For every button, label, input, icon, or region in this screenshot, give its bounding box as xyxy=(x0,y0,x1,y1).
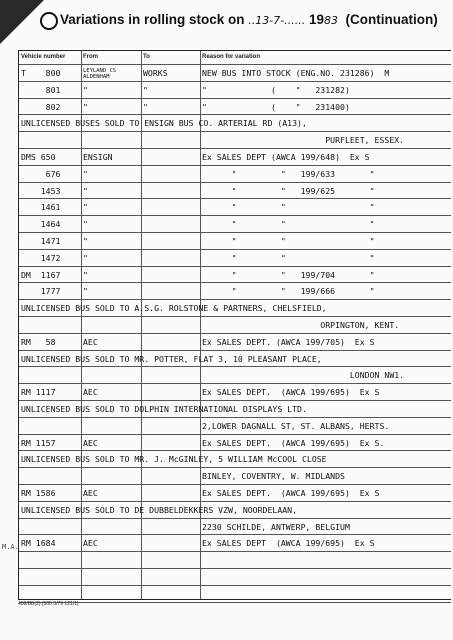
vehicle-number-cell: RM 1684 xyxy=(21,538,56,549)
vehicle-number-cell: 1464 xyxy=(21,219,61,230)
table-rule xyxy=(19,551,451,552)
to-cell: " xyxy=(143,84,148,95)
title-year-prefix: 19 xyxy=(308,12,325,27)
table-rule xyxy=(19,602,451,603)
reason-cell: " ( " 231282) xyxy=(202,84,350,95)
title-year: 83 xyxy=(324,14,339,27)
from-cell: AEC xyxy=(83,336,98,347)
reason-cell: " ( " 231400) xyxy=(202,101,350,112)
reason-cell: Ex SALES DEPT. (AWCA 199/695) Ex S xyxy=(202,488,380,498)
table-rule xyxy=(19,501,451,502)
table-rule xyxy=(19,518,451,519)
from-cell: " xyxy=(83,269,88,280)
table-rule xyxy=(19,484,451,485)
table-rule xyxy=(19,383,451,384)
table-rule xyxy=(19,534,451,535)
vehicle-number-cell: DM 1167 xyxy=(21,269,61,280)
from-cell: LEYLAND CS ALDENHAM xyxy=(83,68,117,80)
vehicle-number-cell: 1471 xyxy=(21,236,61,246)
page-title xyxy=(60,12,438,27)
table-rule xyxy=(19,568,451,569)
table-rule xyxy=(19,165,451,166)
vehicle-number-cell: T 800 xyxy=(21,68,61,78)
column-rule xyxy=(81,51,82,599)
reason-cell: " " 199/704 " xyxy=(202,269,375,280)
col-header-reason: Reason for variation xyxy=(202,54,261,60)
table-rule xyxy=(19,114,451,115)
reason-cell: " " " xyxy=(202,236,375,246)
from-cell: AEC xyxy=(83,437,98,448)
column-rule xyxy=(200,51,201,599)
vehicle-number-cell: RM 1117 xyxy=(21,387,56,398)
table-rule xyxy=(19,333,451,334)
sale-note-cell: UNLICENSED BUS SOLD TO MR. POTTER, FLAT 3, 10 PLEASANT PLACE, xyxy=(21,353,322,364)
from-cell: AEC xyxy=(83,488,98,498)
reason-cell: " " " xyxy=(202,202,375,213)
table-rule xyxy=(19,64,451,65)
table-rule xyxy=(19,249,451,250)
table-rule xyxy=(19,299,451,300)
vehicle-number-cell: 1461 xyxy=(21,202,61,213)
roundel-icon xyxy=(40,12,58,30)
reason-cell: " " 199/625 " xyxy=(202,185,375,196)
vehicle-number-cell: 676 xyxy=(21,168,61,179)
reason-cell: Ex SALES DEPT. (AWCA 199/705) Ex S xyxy=(202,336,375,347)
table-rule xyxy=(19,81,451,82)
from-cell: " xyxy=(83,185,88,196)
vehicle-number-cell: DMS 650 xyxy=(21,152,56,162)
table-rule xyxy=(19,316,451,317)
from-cell: " xyxy=(83,84,88,95)
table-rule xyxy=(19,215,451,216)
reason-cell: Ex SALES DEPT (AWCA 199/648) Ex S xyxy=(202,152,370,162)
from-cell: AEC xyxy=(83,538,98,549)
reason-cell: " " 199/633 " xyxy=(202,168,375,179)
table-rule xyxy=(19,467,451,468)
col-header-vehicle: Vehicle number xyxy=(21,54,66,60)
to-cell: WORKS xyxy=(143,68,168,78)
table-rule xyxy=(19,585,451,586)
from-cell: " xyxy=(83,252,88,263)
reason-cell: " " " xyxy=(202,219,375,230)
from-cell: AEC xyxy=(83,387,98,398)
vehicle-number-cell: RM 1157 xyxy=(21,437,56,448)
reason-cell: NEW BUS INTO STOCK (ENG.NO. 231286) M xyxy=(202,68,390,78)
from-cell: " xyxy=(83,236,88,246)
sale-note-cell: UNLICENSED BUS SOLD TO DE DUBBELDEKKERS VZW, NOORDELAAN, xyxy=(21,504,298,515)
to-cell: " xyxy=(143,101,148,112)
from-cell: " xyxy=(83,202,88,213)
title-prefix: Variations in rolling stock on xyxy=(60,12,245,27)
reason-cell: ORPINGTON, KENT. xyxy=(202,320,400,330)
table-rule xyxy=(19,400,451,401)
table-rule xyxy=(19,282,451,283)
reason-cell: Ex SALES DEPT. (AWCA 199/695) Ex S. xyxy=(202,437,385,448)
table-rule xyxy=(19,148,451,149)
table-rule xyxy=(19,98,451,99)
from-cell: ENSIGN xyxy=(83,152,113,162)
sale-note-cell: UNLICENSED BUS SOLD TO DOLPHIN INTERNATIONAL DISPLAYS LTD. xyxy=(21,404,307,414)
reason-cell: " " 199/666 " xyxy=(202,286,375,297)
vehicle-number-cell: 1453 xyxy=(21,185,61,196)
vehicle-number-cell: RM 58 xyxy=(21,336,56,347)
from-cell: " xyxy=(83,101,88,112)
sale-note-cell: UNLICENSED BUSES SOLD TO ENSIGN BUS CO. ARTERIAL RD (A13), xyxy=(21,118,307,129)
form-reference: 408/BB(2) (500 3/79 121/1) xyxy=(18,601,79,607)
reason-cell: " " " xyxy=(202,252,375,263)
from-cell: " xyxy=(83,219,88,230)
title-continuation: (Continuation) xyxy=(345,12,438,27)
vehicle-number-cell: 802 xyxy=(21,101,61,112)
torn-corner xyxy=(0,0,44,44)
table-rule xyxy=(19,417,451,418)
reason-cell: LONDON NW1. xyxy=(202,370,405,381)
margin-mark: M.A. xyxy=(2,543,19,551)
column-rule xyxy=(141,51,142,599)
table-rule xyxy=(19,434,451,435)
table-rule xyxy=(19,266,451,267)
reason-cell: BINLEY, COVENTRY, W. MIDLANDS xyxy=(202,471,345,482)
table-rule xyxy=(19,182,451,183)
table-rule xyxy=(19,131,451,132)
reason-cell: 2,LOWER DAGNALL ST, ST. ALBANS, HERTS. xyxy=(202,420,390,431)
col-header-to: To xyxy=(143,54,150,60)
sale-note-cell: UNLICENSED BUS SOLD TO MR. J. McGINLEY, 5 WILLIAM McCOOL CLOSE xyxy=(21,454,327,465)
from-cell: " xyxy=(83,286,88,297)
reason-cell: Ex SALES DEPT. (AWCA 199/695) Ex S xyxy=(202,387,380,398)
sale-note-cell: UNLICENSED BUS SOLD TO A.S.G. ROLSTONE & PARTNERS, CHELSFIELD, xyxy=(21,303,327,314)
reason-cell: 2230 SCHILDE, ANTWERP, BELGIUM xyxy=(202,521,350,532)
col-header-from: From xyxy=(83,54,98,60)
title-date: ..13-7-...... xyxy=(248,14,306,27)
table-rule xyxy=(19,350,451,351)
vehicle-number-cell: 801 xyxy=(21,84,61,95)
from-cell: " xyxy=(83,168,88,179)
table-rule xyxy=(19,366,451,367)
table-rule xyxy=(19,198,451,199)
vehicle-number-cell: 1472 xyxy=(21,252,61,263)
table-rule xyxy=(19,232,451,233)
reason-cell: PURFLEET, ESSEX. xyxy=(202,135,405,146)
reason-cell: Ex SALES DEPT (AWCA 199/695) Ex S xyxy=(202,538,375,549)
vehicle-number-cell: 1777 xyxy=(21,286,61,297)
vehicle-number-cell: RM 1586 xyxy=(21,488,56,498)
table-rule xyxy=(19,450,451,451)
variations-table xyxy=(18,50,451,600)
